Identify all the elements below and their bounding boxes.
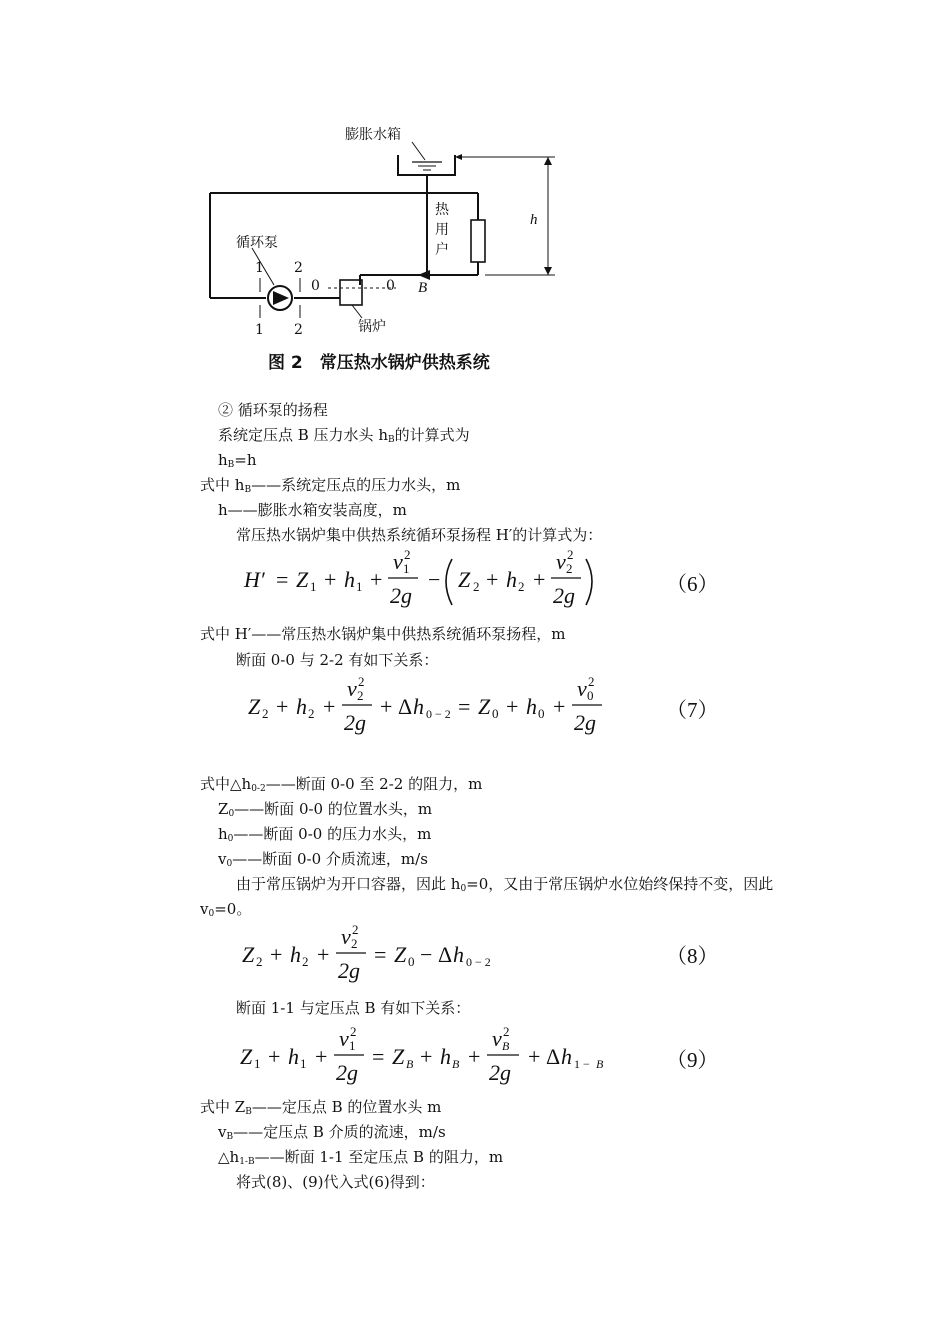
svg-text:h: h: [561, 1044, 572, 1069]
svg-text:v: v: [347, 676, 357, 701]
svg-text:+: +: [528, 1044, 541, 1069]
svg-text:+: +: [370, 567, 383, 592]
svg-text:Z: Z: [458, 567, 471, 592]
svg-text:+: +: [533, 567, 546, 592]
text-line-3: $h_B=h$: [218, 451, 257, 470]
svg-text:Z: Z: [248, 694, 261, 719]
sec-2-bottom: 2: [294, 322, 303, 338]
svg-text:v: v: [556, 549, 566, 574]
svg-text:h: h: [290, 942, 301, 967]
svg-text:1 −: 1 −: [574, 1057, 590, 1071]
text-line-11: $h_0——$断面 0-0 的压力水头，m: [218, 825, 432, 844]
svg-text:Z: Z: [240, 1044, 253, 1069]
svg-text:2: 2: [567, 547, 574, 562]
svg-text:1: 1: [349, 1038, 356, 1053]
boiler: [340, 280, 362, 305]
svg-text:2: 2: [351, 936, 358, 951]
svg-text:1: 1: [310, 579, 317, 594]
equation-9: [238, 1020, 638, 1092]
label-user-1: 热: [435, 202, 449, 218]
svg-text:−: −: [420, 942, 433, 967]
svg-text:Z: Z: [296, 567, 309, 592]
svg-text:2g: 2g: [336, 1060, 358, 1085]
svg-text:h: h: [413, 694, 424, 719]
text-line-8: 断面 0-0 与 2-2 有如下关系：: [236, 651, 439, 669]
text-line-13: 由于常压锅炉为开口容器，因此 $h_0=0$，又由于常压锅炉水位始终保持不变，因此: [236, 875, 774, 894]
sec-2-top: 2: [294, 260, 303, 276]
svg-text:+: +: [420, 1044, 433, 1069]
svg-text:2g: 2g: [344, 710, 366, 735]
svg-text:Δ: Δ: [546, 1044, 561, 1069]
text-line-6: 常压热水锅炉集中供热系统循环泵扬程 H′的计算式为：: [236, 526, 603, 544]
svg-text:1: 1: [300, 1056, 307, 1071]
svg-text:2: 2: [256, 954, 263, 969]
svg-text:h: h: [506, 567, 517, 592]
svg-text:2: 2: [588, 674, 595, 689]
svg-text:+: +: [553, 694, 566, 719]
svg-text:2: 2: [262, 706, 269, 721]
svg-text:h: h: [440, 1044, 451, 1069]
svg-text:Δ: Δ: [438, 942, 453, 967]
tank-arrow-icon: [455, 154, 462, 160]
svg-text:2g: 2g: [338, 958, 360, 983]
label-h: h: [530, 212, 538, 228]
svg-text:Z: Z: [392, 1044, 405, 1069]
svg-text:0 − 2: 0 − 2: [426, 707, 451, 721]
svg-text:v: v: [492, 1026, 502, 1051]
svg-text:=: =: [374, 942, 387, 967]
dim-arrow-bottom-icon: [544, 267, 552, 275]
label-user-2: 用: [435, 222, 449, 238]
system-diagram: [200, 120, 580, 380]
svg-text:v: v: [577, 676, 587, 701]
svg-text:2: 2: [566, 561, 573, 576]
svg-text:+: +: [380, 694, 393, 719]
svg-text:=: =: [458, 694, 471, 719]
label-pump: 循环泵: [236, 235, 278, 251]
expansion-tank: [398, 155, 455, 175]
svg-text:v: v: [341, 924, 351, 949]
svg-text:2: 2: [518, 579, 525, 594]
svg-text:2g: 2g: [574, 710, 596, 735]
text-line-19: 将式(8)、(9)代入式(6)得到：: [236, 1173, 435, 1191]
svg-text:1: 1: [403, 561, 410, 576]
svg-text:2: 2: [473, 579, 480, 594]
equation-7: [246, 672, 626, 742]
svg-text:B: B: [406, 1057, 414, 1071]
svg-text:+: +: [486, 567, 499, 592]
svg-text:2g: 2g: [390, 583, 412, 608]
svg-text:0 − 2: 0 − 2: [466, 955, 491, 969]
svg-text:2: 2: [302, 954, 309, 969]
svg-text:v: v: [339, 1026, 349, 1051]
svg-text:h: h: [453, 942, 464, 967]
equation-6: [240, 547, 720, 613]
svg-text:+: +: [276, 694, 289, 719]
sec-1-bottom: 1: [255, 322, 264, 338]
svg-text:=: =: [276, 567, 289, 592]
label-user-3: 户: [435, 242, 449, 258]
text-line-2: 系统定压点 B 压力水头 $h_B$的计算式为: [218, 426, 470, 445]
svg-text:Z: Z: [478, 694, 491, 719]
label-user: [435, 200, 449, 260]
svg-text:B: B: [502, 1039, 510, 1053]
svg-text:2: 2: [358, 674, 365, 689]
svg-text:0: 0: [587, 688, 594, 703]
sec-0-left: 0: [311, 278, 320, 294]
svg-text:2g: 2g: [489, 1060, 511, 1085]
text-line-15: 断面 1-1 与定压点 B 有如下关系：: [236, 999, 471, 1017]
label-boiler: 锅炉: [358, 319, 386, 335]
svg-text:B: B: [452, 1057, 460, 1071]
svg-text:H′: H′: [244, 567, 265, 592]
text-line-7: 式中 H′——常压热水锅炉集中供热系统循环泵扬程，m: [200, 625, 566, 643]
equation-6-number: （6）: [666, 572, 719, 596]
label-B: B: [418, 280, 428, 296]
svg-text:+: +: [506, 694, 519, 719]
svg-text:2: 2: [503, 1024, 510, 1039]
svg-text:Z: Z: [242, 942, 255, 967]
text-line-18: $\triangle h_{1-B}——$断面 1-1 至定压点 B 的阻力，m: [218, 1148, 504, 1167]
text-line-10: $Z_0——$断面 0-0 的位置水头，m: [218, 800, 433, 819]
svg-text:h: h: [344, 567, 355, 592]
svg-text:2: 2: [404, 547, 411, 562]
svg-text:2: 2: [308, 706, 315, 721]
text-line-16: 式中 $Z_B——$定压点 B 的位置水头 m: [200, 1098, 442, 1117]
svg-text:+: +: [323, 694, 336, 719]
equation-8: [240, 920, 540, 990]
svg-text:0: 0: [538, 706, 545, 721]
svg-text:2: 2: [357, 688, 364, 703]
svg-text:Z: Z: [394, 942, 407, 967]
svg-text:1: 1: [254, 1056, 261, 1071]
svg-text:=: =: [372, 1044, 385, 1069]
text-line-17: $v_B——$定压点 B 介质的流速，m/s: [218, 1123, 446, 1142]
svg-text:0: 0: [408, 954, 415, 969]
svg-text:h: h: [526, 694, 537, 719]
svg-text:+: +: [270, 942, 283, 967]
text-line-4: 式中 $h_B——$系统定压点的压力水头，m: [200, 476, 461, 495]
equation-7-number: （7）: [666, 698, 719, 722]
svg-text:−: −: [428, 567, 441, 592]
flow-arrow-icon: [418, 270, 430, 280]
figure-caption: 图 2 常压热水锅炉供热系统: [268, 353, 490, 373]
dim-arrow-top-icon: [544, 157, 552, 165]
svg-text:2: 2: [350, 1024, 357, 1039]
svg-text:B: B: [596, 1057, 604, 1071]
text-line-1: ② 循环泵的扬程: [218, 401, 328, 419]
svg-text:+: +: [268, 1044, 281, 1069]
equation-8-number: （8）: [666, 944, 719, 968]
text-line-14: $v_0=0$。: [200, 900, 252, 919]
text-line-5: h——膨胀水箱安装高度，m: [218, 501, 407, 519]
sec-0-right: 0: [386, 278, 395, 294]
svg-text:Δ: Δ: [398, 694, 413, 719]
sec-1-top: 1: [255, 260, 264, 276]
svg-text:+: +: [324, 567, 337, 592]
equation-9-number: （9）: [666, 1048, 719, 1072]
svg-text:2g: 2g: [553, 583, 575, 608]
svg-text:v: v: [393, 549, 403, 574]
svg-text:1: 1: [356, 579, 363, 594]
label-tank: 膨胀水箱: [345, 127, 401, 143]
svg-text:2: 2: [352, 922, 359, 937]
heat-user: [471, 220, 485, 262]
svg-text:h: h: [288, 1044, 299, 1069]
svg-text:+: +: [468, 1044, 481, 1069]
svg-text:0: 0: [492, 706, 499, 721]
svg-text:h: h: [296, 694, 307, 719]
svg-text:+: +: [315, 1044, 328, 1069]
text-line-12: $v_0——$断面 0-0 介质流速，m/s: [218, 850, 428, 869]
text-line-9: 式中$\triangle h_{0-2}——$断面 0-0 至 2-2 的阻力，m: [200, 775, 483, 794]
svg-text:+: +: [317, 942, 330, 967]
